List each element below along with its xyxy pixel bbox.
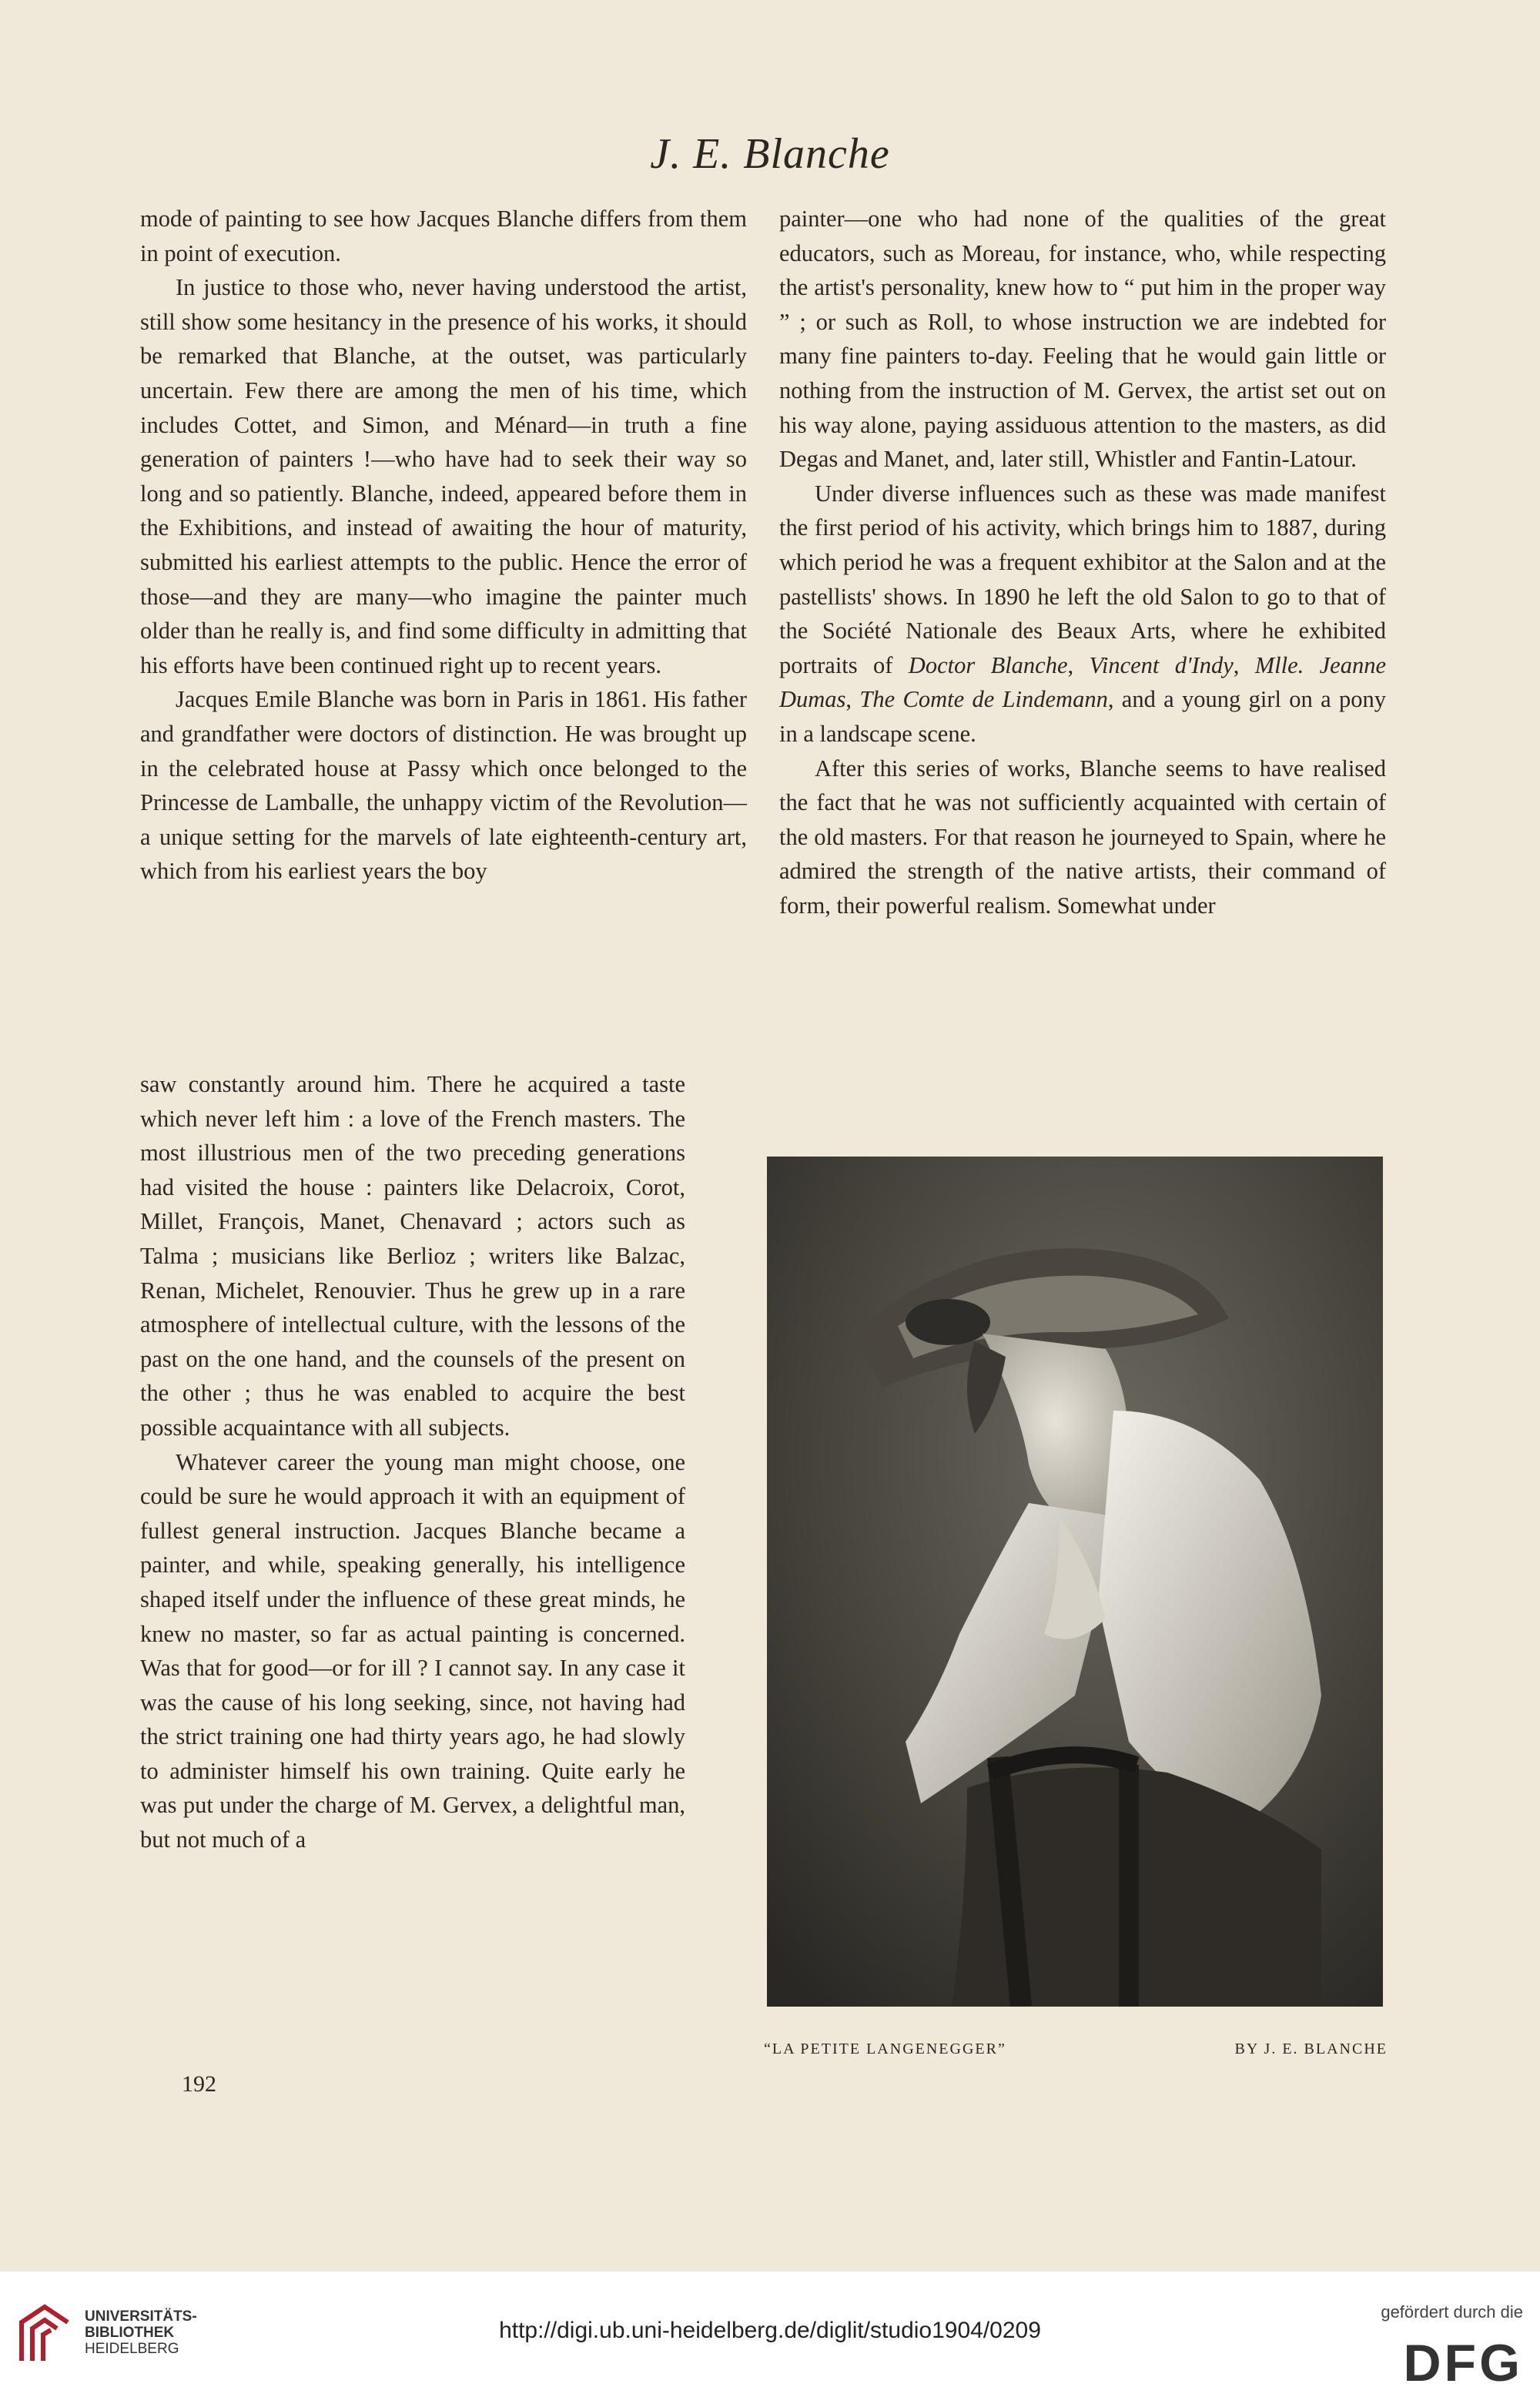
paragraph: painter—one who had none of the qualities of the great educators, such as Moreau, for instance, who, while respecting the artist's personality, knew how to “ put him in the proper way ” ; or such as Roll, to whose instruction we are indebted for many fine painters to-day. Feeling that he would gain little or nothing from the instruction of M. Gervex, the artist set out on his way alone, paying assiduous attention to the masters, as did Degas and Manet, and, later still, Whistler and Fantin-Latour.: [779, 206, 1386, 473]
caption-credit: BY J. E. BLANCHE: [1234, 2040, 1388, 2057]
separator: ,: [1067, 651, 1090, 678]
portrait-plate: [767, 1157, 1383, 2007]
source-url-link[interactable]: http://digi.ub.uni-heidelberg.de/diglit/studio1904/0209: [499, 2318, 1041, 2343]
artwork-title: Mlle. Jeanne Dumas: [779, 651, 1386, 713]
library-name-line: UNIVERSITÄTS-: [85, 2308, 197, 2325]
portrait-illustration: [767, 1157, 1383, 2007]
running-head: J. E. Blanche: [650, 130, 890, 178]
paragraph: saw constantly around him. There he acquired a taste which never left him : a love of the French masters. The most illustrious men of the two preceding generations had visited the house : painters like Delacroix, Corot, Millet, François, Manet, Chenavard ; actors such as Talma ; musicians like Berlioz ; writers like Balzac, Renan, Michelet, Renouvier. Thus he grew up in a rare atmosphere of intellectual culture, with the lessons of the past on the one hand, and the counsels of the present on the other ; thus he was enabled to acquire the best possible acquaintance with all subjects.: [140, 1071, 685, 1441]
paragraph: In justice to those who, never having understood the artist, still show some hesitancy in the presence of his works, it should be remarked that Blanche, at the outset, was particularly uncertain. Few there are among the men of his time, which includes Cottet, and Simon, and Ménard—in truth a fine generation of painters !—who have had to seek their way so long and so patiently. Blanche, indeed, appeared before them in the Exhibitions, and instead of awaiting the hour of maturity, submitted his earliest attempts to the public. Hence the error of those—and they are many—who imagine the painter much older than he really is, and find some difficulty in admitting that his efforts have been continued right up to recent years.: [140, 274, 747, 678]
page-number: 192: [182, 2071, 216, 2097]
left-column-upper: [140, 202, 747, 889]
digitization-footer: [0, 2271, 1540, 2397]
right-column: [779, 202, 1386, 922]
separator: ,: [845, 686, 860, 713]
caption-title: “LA PETITE LANGENEGGER”: [764, 2040, 1006, 2057]
left-column-lower: [140, 1067, 685, 1857]
library-name-line: BIBLIOTHEK: [85, 2325, 175, 2341]
paragraph-text: Under diverse influences such as these was made manifest the first period of his activity, which brings him to 1887, during which period he was a frequent exhibitor at the Salon and at the pastellists' shows. In 1890 he left the old Salon to go to that of the Société Nationale des Beaux Arts, where he exhibited portraits of: [779, 480, 1386, 678]
paragraph: [779, 477, 1386, 752]
artwork-title: Vincent d'Indy: [1089, 651, 1234, 678]
library-name-line: HEIDELBERG: [85, 2341, 179, 2357]
paragraph: mode of painting to see how Jacques Blanche differs from them in point of execution.: [140, 206, 747, 266]
paragraph: After this series of works, Blanche seems to have realised the fact that he was not sufficiently acquainted with certain of the old masters. For that reason he journeyed to Spain, where he admired the strength of the native artists, their command of form, their powerful realism. Somewhat under: [779, 755, 1386, 919]
separator: ,: [1233, 651, 1255, 678]
artwork-title: The Comte de Lindemann: [859, 686, 1108, 713]
artwork-title: Doctor Blanche: [908, 651, 1068, 678]
funding-note: gefördert durch die: [1381, 2302, 1523, 2322]
paragraph-text: , and a young girl on a pony in a landscape scene.: [779, 686, 1387, 747]
dfg-logo: DFG: [1403, 2334, 1523, 2392]
paragraph: Jacques Emile Blanche was born in Paris in 1861. His father and grandfather were doctors of distinction. He was brought up in the celebrated house at Passy which once belonged to the Princesse de Lamballe, the unhappy victim of the Revolution—a unique setting for the marvels of late eighteenth-century art, which from his earliest years the boy: [140, 686, 747, 885]
paragraph: Whatever career the young man might choose, one could be sure he would approach it with an equipment of fullest general instruction. Jacques Blanche became a painter, and while, speaking generally, his intelligence shaped itself under the influence of these great minds, he knew no master, so far as actual painting is concerned. Was that for good—or for ill ? I cannot say. In any case it was the cause of his long seeking, since, not having had the strict training one had thirty years ago, he had slowly to administer himself his own training. Quite early he was put under the charge of M. Gervex, a delightful man, but not much of a: [140, 1448, 685, 1853]
